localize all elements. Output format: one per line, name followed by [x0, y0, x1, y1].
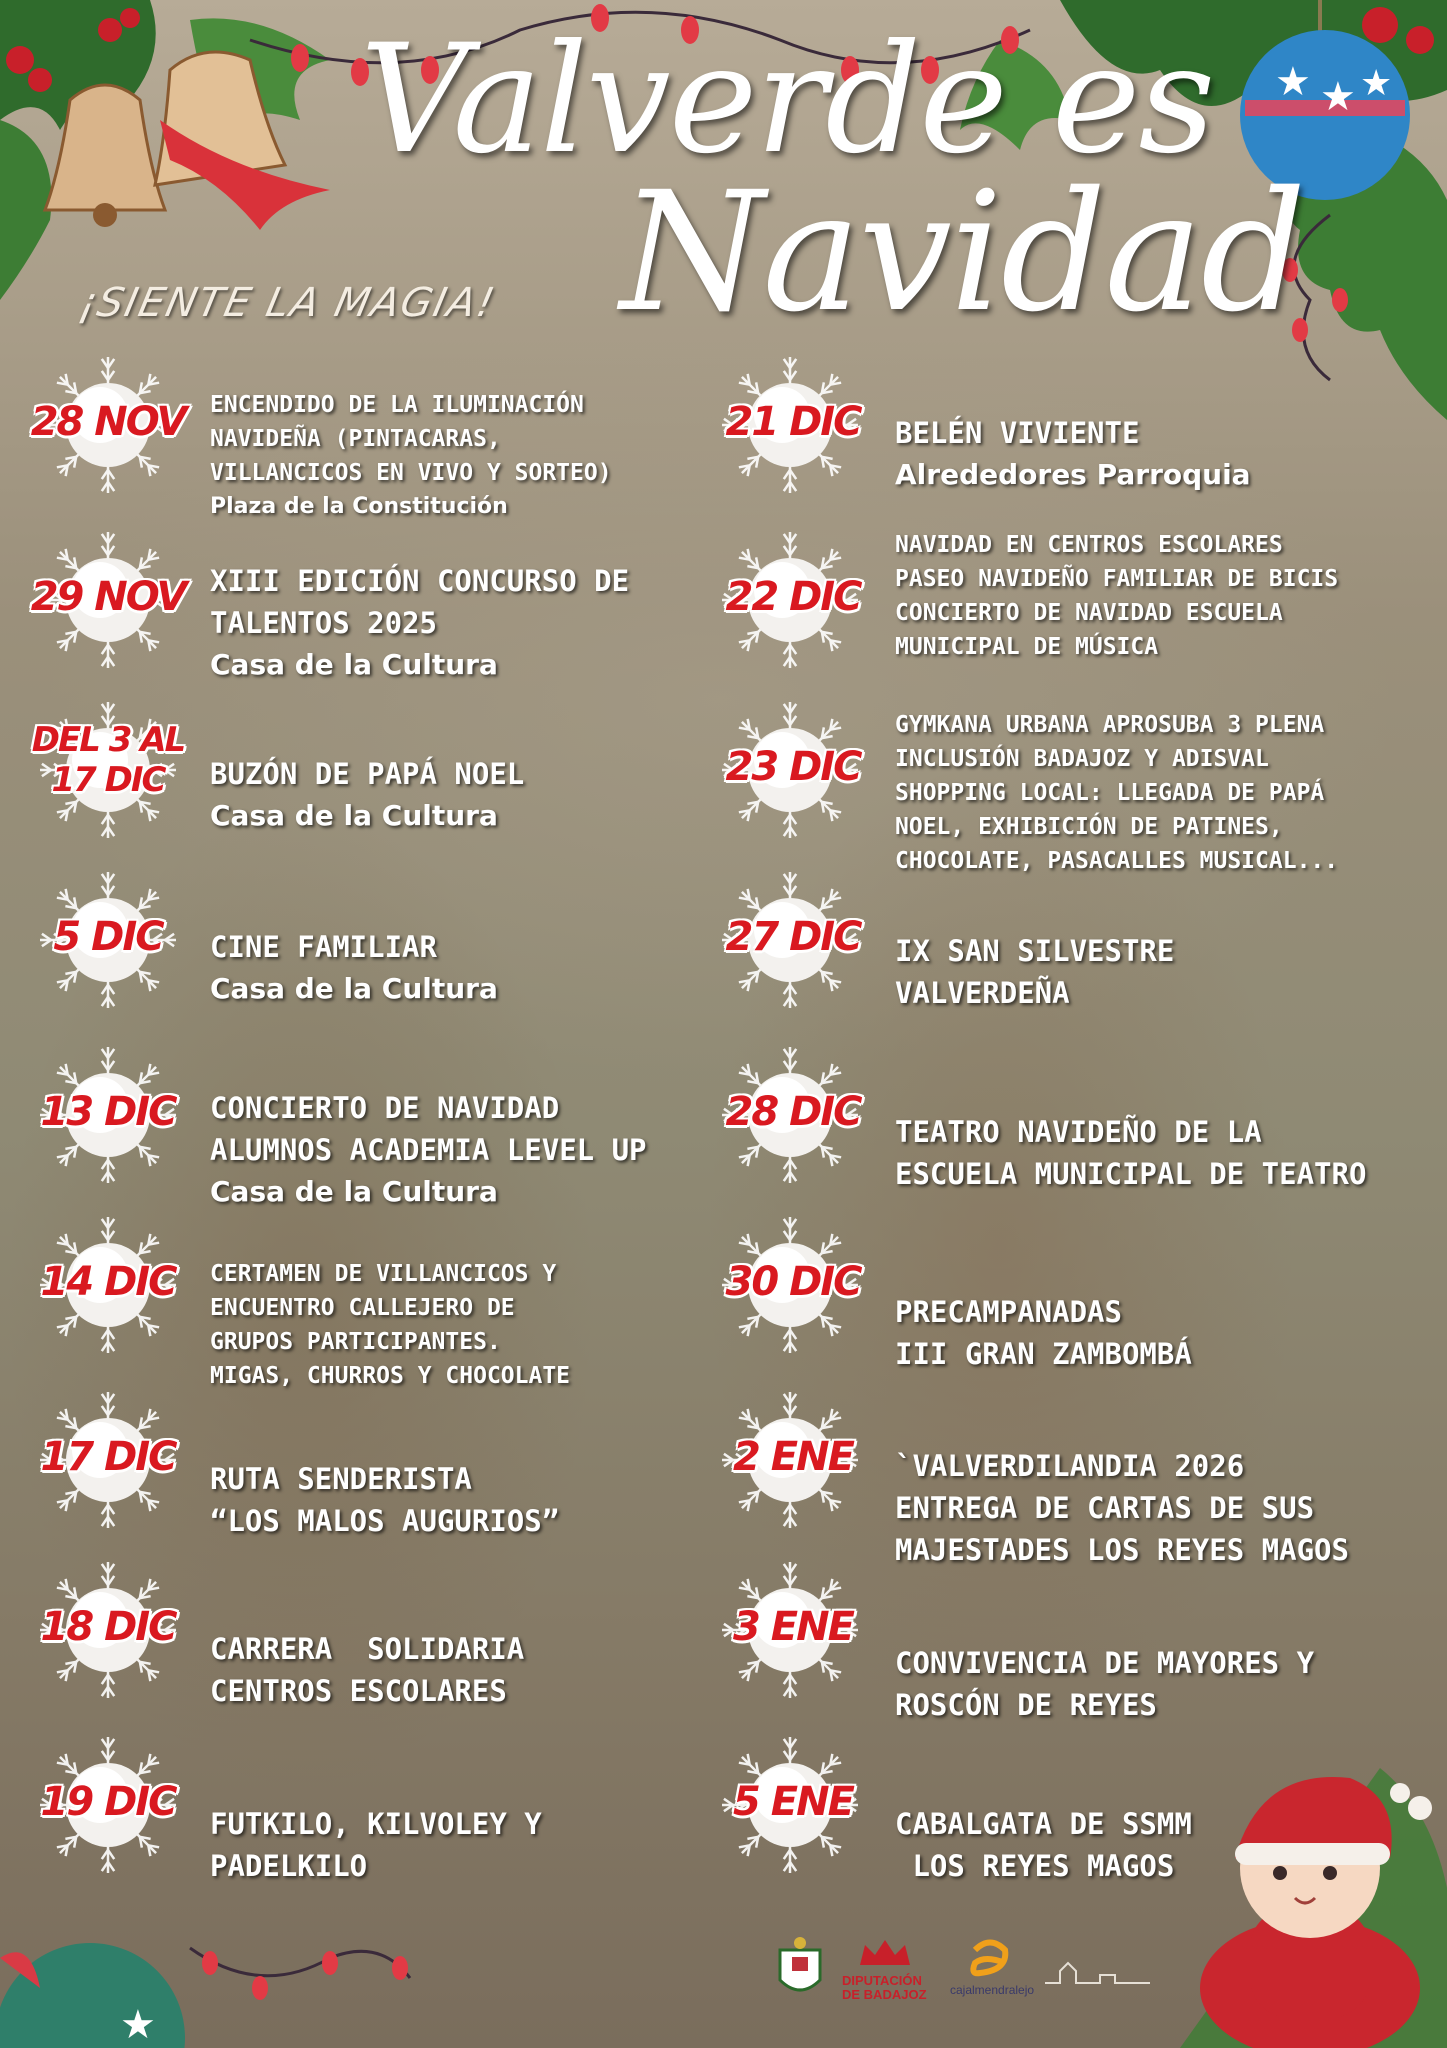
event-line: LOS REYES MAGOS	[895, 1849, 1175, 1883]
event-line: Alrededores Parroquia	[895, 458, 1251, 491]
svg-text:★: ★	[1320, 74, 1356, 120]
event-date: 21 DIC	[725, 399, 861, 445]
event-date: 19 DIC	[40, 1779, 176, 1825]
event-line: VILLANCICOS EN VIVO Y SORTEO)	[210, 460, 612, 486]
event-description	[210, 753, 524, 837]
event-line: ENTREGA DE CARTAS DE SUS	[895, 1491, 1315, 1525]
event-line: NAVIDEÑA (PINTACARAS,	[210, 426, 501, 452]
event-line: PASEO NAVIDEÑO FAMILIAR DE BICIS	[895, 566, 1339, 592]
event-line: Casa de la Cultura	[210, 648, 498, 681]
tagline: ¡SIENTE LA MAGIA!	[75, 280, 501, 326]
event-line: CINE FAMILIAR	[210, 930, 437, 964]
event-description	[210, 560, 629, 686]
event-date: 23 DIC	[725, 744, 861, 790]
caja-logo-text: cajalmendralejo	[950, 1983, 1035, 1997]
event-line: NAVIDAD EN CENTROS ESCOLARES	[895, 532, 1283, 558]
caja-logo-icon	[960, 1935, 1020, 1985]
event-line: Casa de la Cultura	[210, 799, 498, 832]
event-date: 5 ENE	[733, 1779, 853, 1825]
event-date: 28 NOV	[30, 399, 186, 445]
event-date: DEL 3 AL 17 DIC	[31, 720, 185, 800]
sponsor-logos	[770, 1935, 1160, 2005]
event-line: GYMKANA URBANA APROSUBA 3 PLENA	[895, 712, 1325, 738]
title-line-2: Navidad	[620, 156, 1305, 348]
event-line: MAJESTADES LOS REYES MAGOS	[895, 1533, 1349, 1567]
event-line: PRECAMPANADAS	[895, 1295, 1122, 1329]
event-line: BUZÓN DE PAPÁ NOEL	[210, 757, 525, 791]
event-line: CHOCOLATE, PASACALLES MUSICAL...	[895, 848, 1339, 874]
event-line: “LOS MALOS AUGURIOS”	[210, 1504, 560, 1538]
event-date: 27 DIC	[725, 914, 861, 960]
event-line: NOEL, EXHIBICIÓN DE PATINES,	[895, 814, 1283, 840]
event-line: `VALVERDILANDIA 2026	[895, 1449, 1245, 1483]
event-line: CERTAMEN DE VILLANCICOS Y	[210, 1261, 557, 1287]
event-line: CONCIERTO DE NAVIDAD ESCUELA	[895, 600, 1283, 626]
event-line: ENCUENTRO CALLEJERO DE	[210, 1295, 515, 1321]
event-date: 30 DIC	[725, 1259, 861, 1305]
event-line: RUTA SENDERISTA	[210, 1462, 472, 1496]
svg-text:★: ★	[1275, 59, 1311, 105]
event-line: CABALGATA DE SSMM	[895, 1807, 1192, 1841]
event-description	[210, 1257, 570, 1393]
event-line: MIGAS, CHURROS Y CHOCOLATE	[210, 1363, 571, 1389]
event-description	[895, 1291, 1192, 1375]
event-line: Casa de la Cultura	[210, 1175, 498, 1208]
event-line: MUNICIPAL DE MÚSICA	[895, 634, 1159, 660]
svg-text:★: ★	[120, 2002, 156, 2048]
event-description	[210, 926, 498, 1010]
event-description	[210, 388, 612, 524]
event-line: XIII EDICIÓN CONCURSO DE	[210, 564, 630, 598]
event-line: III GRAN ZAMBOMBÁ	[895, 1337, 1192, 1371]
event-description	[895, 1642, 1314, 1726]
child-illustration-icon	[1180, 1768, 1447, 2048]
event-date: 14 DIC	[40, 1259, 176, 1305]
event-line: Casa de la Cultura	[210, 972, 498, 1005]
event-date: 3 ENE	[733, 1604, 853, 1650]
event-description	[895, 1445, 1349, 1571]
event-date: 2 ENE	[733, 1434, 853, 1480]
bottom-decorations	[0, 1748, 1447, 2048]
event-description	[895, 412, 1251, 496]
event-line: PADELKILO	[210, 1849, 368, 1883]
event-date: 22 DIC	[725, 574, 861, 620]
event-date: 5 DIC	[53, 914, 163, 960]
town-skyline-icon	[1040, 1953, 1160, 1993]
event-line: Plaza de la Constitución	[210, 494, 508, 519]
event-line: VALVERDEÑA	[895, 976, 1070, 1010]
event-line: SHOPPING LOCAL: LLEGADA DE PAPÁ	[895, 780, 1325, 806]
event-description	[210, 1628, 524, 1712]
title-line-1: Valverde es	[360, 13, 1214, 187]
event-line: ROSCÓN DE REYES	[895, 1688, 1157, 1722]
event-date: 29 NOV	[30, 574, 186, 620]
diputacion-logo-text-1: DIPUTACIÓN	[842, 1973, 922, 1988]
diputacion-logo-text-2: DE BADAJOZ	[842, 1987, 927, 2002]
event-description	[895, 930, 1174, 1014]
event-line: GRUPOS PARTICIPANTES.	[210, 1329, 501, 1355]
event-line: TALENTOS 2025	[210, 606, 437, 640]
event-line: CENTROS ESCOLARES	[210, 1674, 507, 1708]
event-line: CONCIERTO DE NAVIDAD	[210, 1091, 560, 1125]
event-line: ALUMNOS ACADEMIA LEVEL UP	[210, 1133, 647, 1167]
event-date: 18 DIC	[40, 1604, 176, 1650]
event-line: FUTKILO, KILVOLEY Y	[210, 1807, 542, 1841]
diputacion-crown-icon	[850, 1935, 920, 1975]
event-line: BELÉN VIVIENTE	[895, 416, 1140, 450]
town-crest-icon	[770, 1935, 830, 2005]
event-description	[895, 1111, 1366, 1195]
event-description	[895, 708, 1338, 878]
event-line: CARRERA SOLIDARIA	[210, 1632, 525, 1666]
event-description	[895, 528, 1338, 664]
event-line: IX SAN SILVESTRE	[895, 934, 1175, 968]
event-line: ENCENDIDO DE LA ILUMINACIÓN	[210, 392, 584, 418]
ornament-bottom-left-icon	[0, 1943, 185, 2048]
event-line: ESCUELA MUNICIPAL DE TEATRO	[895, 1157, 1367, 1191]
event-line: TEATRO NAVIDEÑO DE LA	[895, 1115, 1262, 1149]
svg-text:★: ★	[1360, 63, 1393, 104]
event-line: INCLUSIÓN BADAJOZ Y ADISVAL	[895, 746, 1269, 772]
event-line: CONVIVENCIA DE MAYORES Y	[895, 1646, 1315, 1680]
event-date: 28 DIC	[725, 1089, 861, 1135]
event-description	[210, 1087, 647, 1213]
event-date: 13 DIC	[40, 1089, 176, 1135]
event-description	[210, 1458, 559, 1542]
event-date: 17 DIC	[40, 1434, 176, 1480]
